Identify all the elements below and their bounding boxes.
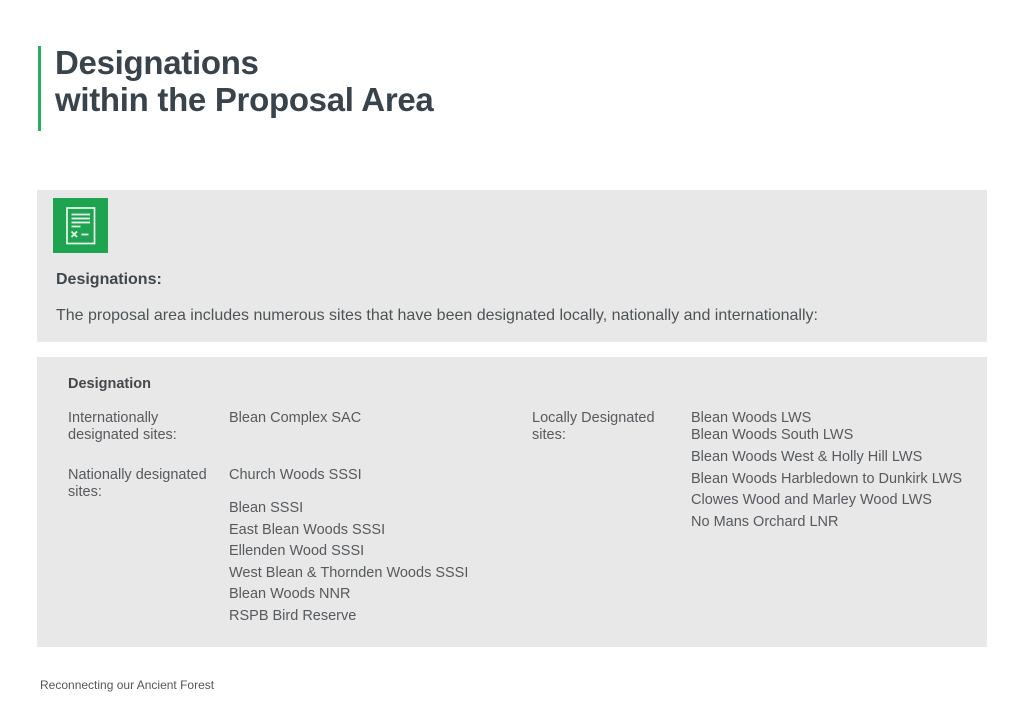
national-group-row	[68, 467, 508, 625]
document-checklist-icon	[53, 198, 108, 253]
designation-table-panel	[37, 357, 987, 647]
title-accent-bar	[38, 46, 41, 131]
table-left-pane	[68, 410, 508, 625]
national-sites-list	[229, 467, 508, 625]
summary-heading: Designations:	[56, 271, 162, 288]
international-group-row	[68, 410, 508, 444]
local-group-row	[532, 410, 972, 531]
site-item: Blean Complex SAC	[229, 410, 362, 426]
table-column-header: Designation	[68, 376, 151, 392]
site-item: Blean SSSI	[229, 500, 304, 516]
international-sites-list	[229, 410, 508, 427]
site-item: No Mans Orchard LNR	[691, 514, 839, 531]
national-label: Nationally designated sites:	[68, 467, 207, 500]
page-title-line1: Designations	[55, 44, 259, 81]
site-item: Blean Woods NNR	[229, 586, 351, 603]
site-item: Clowes Wood and Marley Wood LWS	[691, 492, 932, 509]
site-item: Blean Woods LWS	[691, 410, 812, 426]
site-item: West Blean & Thornden Woods SSSI	[229, 564, 469, 581]
site-item: East Blean Woods SSSI	[229, 521, 386, 538]
page-title-line2: within the Proposal Area	[55, 81, 434, 118]
site-item: RSPB Bird Reserve	[229, 607, 357, 624]
summary-body-text: The proposal area includes numerous sites that have been designated locally, nationally and internationally:	[56, 307, 818, 324]
site-item: Ellenden Wood SSSI	[229, 543, 365, 560]
summary-panel	[37, 190, 987, 342]
table-right-pane	[532, 410, 972, 531]
site-item: Blean Woods West & Holly Hill LWS	[691, 448, 923, 465]
footer-tagline: Reconnecting our Ancient Forest	[40, 678, 215, 692]
site-item: Blean Woods South LWS	[691, 427, 854, 443]
page-title	[55, 44, 433, 118]
international-label: Internationally designated sites:	[68, 410, 177, 443]
local-label: Locally Designated sites:	[532, 410, 655, 443]
site-item: Blean Woods Harbledown to Dunkirk LWS	[691, 470, 963, 487]
site-item: Church Woods SSSI	[229, 467, 362, 483]
local-sites-list	[691, 410, 972, 531]
